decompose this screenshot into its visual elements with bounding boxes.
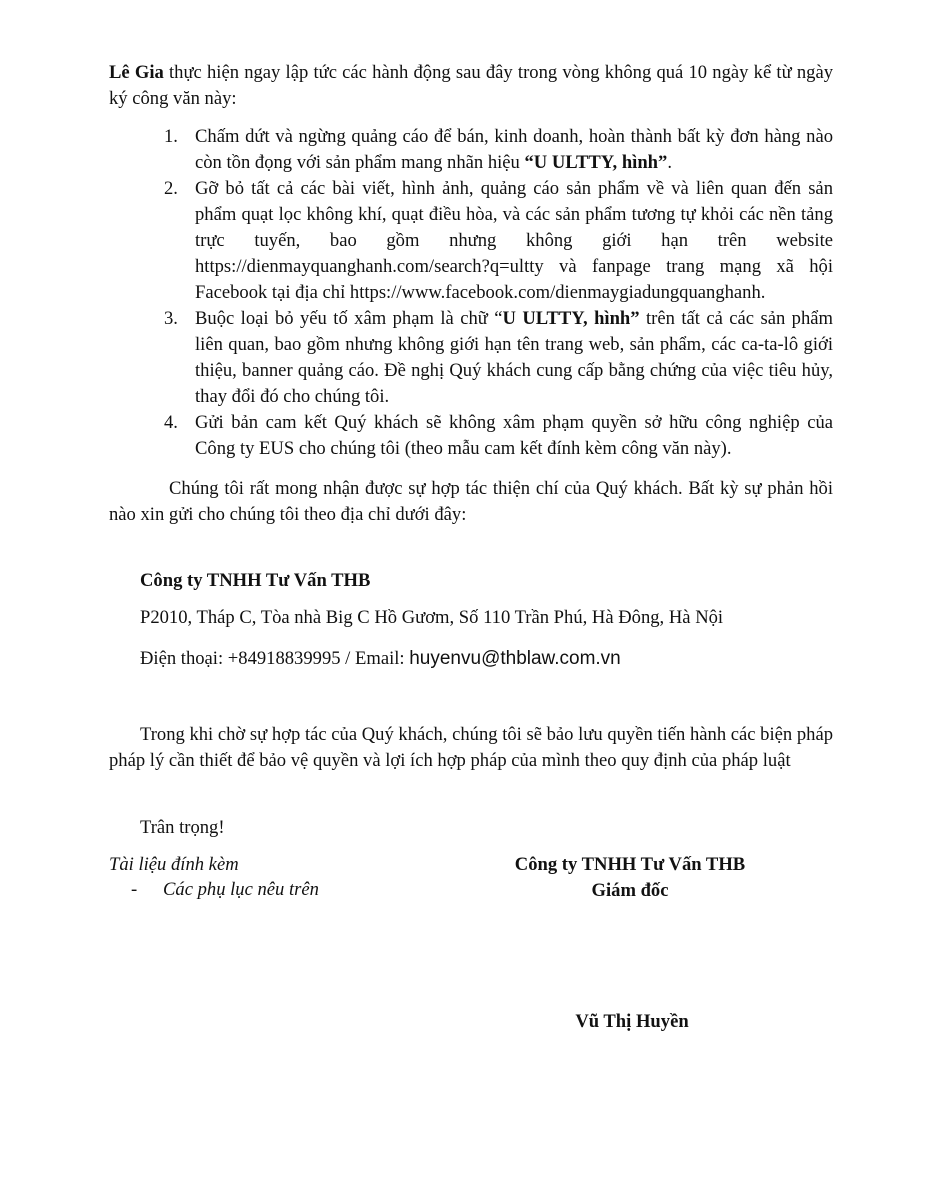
signature-title: Giám đốc — [591, 880, 669, 901]
list-item — [164, 410, 833, 462]
list-text: Buộc loại bỏ yếu tố xâm phạm là chữ “ — [195, 308, 503, 329]
attachments-title: Tài liệu đính kèm — [109, 854, 239, 875]
signature-name: Vũ Thị Huyền — [575, 1011, 689, 1032]
list-text: Gỡ bỏ tất cả các bài viết, hình ảnh, quảng cáo sản phẩm về và liên quan đến sản phẩm quạt lọc không khí, quạt điều hòa, và các sản phẩm tương tự khỏi các nền tảng trực tuyến, bao gồm nhưng không giới hạn trên website https://dienmayquanghanh.com/search?q=ultty và fanpage trang mạng xã hội Facebook tại địa chỉ https://www.facebook.com/dienmaygiadungquanghanh. — [195, 178, 833, 303]
demands-list — [164, 124, 833, 462]
cooperation-paragraph: Chúng tôi rất mong nhận được sự hợp tác thiện chí của Quý khách. Bất kỳ sự phản hồi nào xin gửi cho chúng tôi theo địa chỉ dưới đây: — [109, 478, 833, 525]
contact-phone-line — [140, 646, 621, 672]
contact-email: huyenvu@thblaw.com.vn — [409, 648, 621, 669]
list-number: 3. — [164, 308, 178, 329]
list-text-end: trên tất cả các sản phẩm liên quan, bao gồm nhưng không giới hạn tên trang web, sản phẩm, các ca-ta-lô giới thiệu, banner quảng cáo. Đề nghị Quý khách cung cấp bằng chứng của việc tiêu hủy, thay đổi đó cho chúng tôi. — [195, 308, 833, 407]
intro-paragraph — [109, 60, 833, 112]
list-text-bold: U ULTTY, hình” — [502, 308, 640, 329]
list-number: 1. — [164, 126, 178, 147]
list-number: 4. — [164, 412, 178, 433]
contact-address: P2010, Tháp C, Tòa nhà Big C Hồ Gươm, Số 110 Trần Phú, Hà Đông, Hà Nội — [140, 607, 724, 628]
intro-lead: Lê Gia — [109, 62, 164, 83]
attachment-text: Các phụ lục nêu trên — [163, 879, 319, 900]
intro-text: thực hiện ngay lập tức các hành động sau đây trong vòng không quá 10 ngày kể từ ngày ký công văn này: — [109, 62, 833, 109]
list-item — [164, 176, 833, 306]
signature-company: Công ty TNHH Tư Vấn THB — [514, 854, 746, 875]
list-text: Gửi bản cam kết Quý khách sẽ không xâm phạm quyền sở hữu công nghiệp của Công ty EUS cho chúng tôi (theo mẫu cam kết đính kèm công văn này). — [195, 412, 833, 459]
list-text-bold: “U ULTTY, hình” — [524, 152, 668, 173]
list-text: Chấm dứt và ngừng quảng cáo để bán, kinh doanh, hoàn thành bất kỳ đơn hàng nào còn tồn đọng với sản phẩm mang nhãn hiệu — [195, 126, 833, 173]
greeting: Trân trọng! — [140, 817, 225, 838]
list-text-end: . — [667, 152, 672, 173]
list-item — [164, 124, 833, 176]
list-number: 2. — [164, 178, 178, 199]
attachment-dash: - — [131, 879, 138, 900]
reserve-paragraph: Trong khi chờ sự hợp tác của Quý khách, chúng tôi sẽ bảo lưu quyền tiến hành các biện pháp pháp lý cần thiết để bảo vệ quyền và lợi ích hợp pháp của mình theo quy định của pháp luật — [109, 724, 833, 771]
attachment-item — [131, 877, 319, 903]
contact-company: Công ty TNHH Tư Vấn THB — [140, 570, 371, 591]
contact-phone: Điện thoại: +84918839995 / Email: — [140, 648, 410, 669]
list-item — [164, 306, 833, 410]
